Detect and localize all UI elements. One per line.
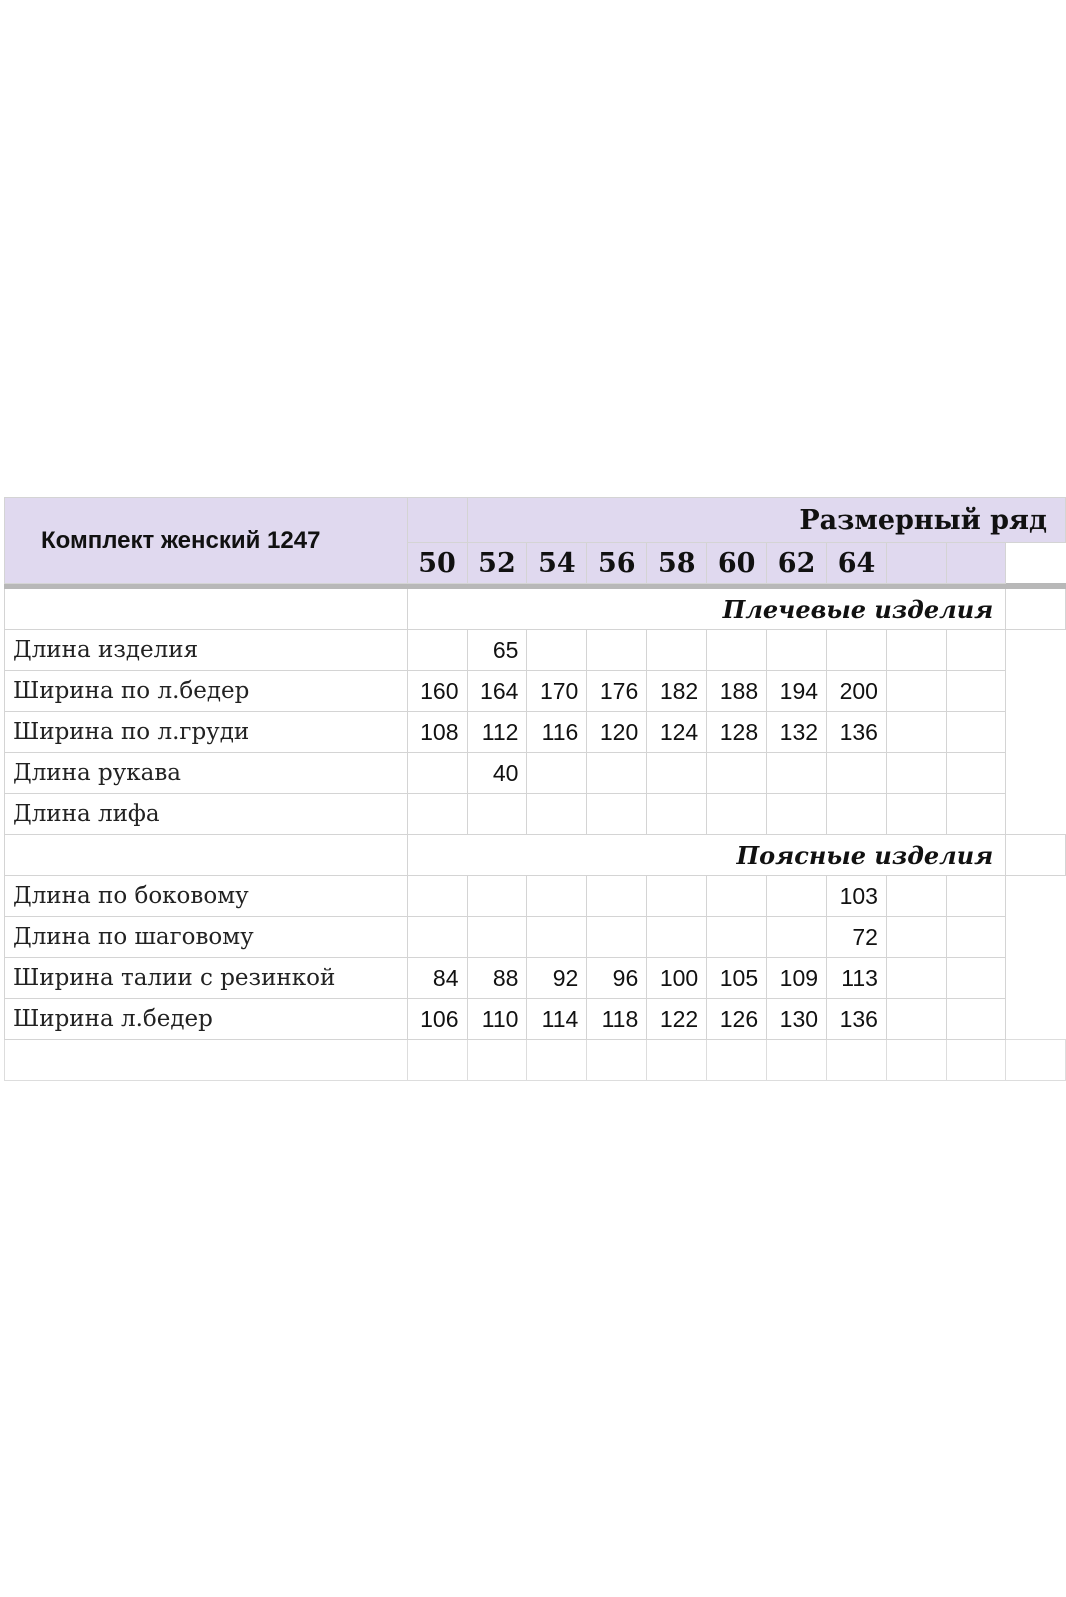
value-cell: 103 (827, 876, 887, 917)
section-row (5, 835, 1066, 876)
value-cell (707, 876, 767, 917)
table-body (5, 498, 1066, 1081)
value-cell: 88 (467, 958, 527, 999)
value-cell (827, 794, 887, 835)
table-row (5, 999, 1066, 1040)
cell (1006, 1040, 1066, 1081)
cell (1006, 589, 1066, 630)
cell (946, 876, 1006, 917)
value-cell: 136 (827, 999, 887, 1040)
value-cell (647, 794, 707, 835)
cell (1006, 835, 1066, 876)
cell (647, 1040, 707, 1081)
section-title: Плечевые изделия (407, 589, 1006, 630)
value-cell: 126 (707, 999, 767, 1040)
cell (886, 712, 946, 753)
cell (946, 958, 1006, 999)
value-cell (827, 630, 887, 671)
value-cell (527, 917, 587, 958)
cell (946, 1040, 1006, 1081)
value-cell: 112 (467, 712, 527, 753)
value-cell: 118 (587, 999, 647, 1040)
table-row (5, 876, 1066, 917)
value-cell: 160 (407, 671, 467, 712)
value-cell: 124 (647, 712, 707, 753)
value-cell (587, 753, 647, 794)
cell (527, 1040, 587, 1081)
size-header-cell: 56 (587, 543, 647, 584)
table-row (5, 794, 1066, 835)
value-cell (587, 917, 647, 958)
value-cell: 164 (467, 671, 527, 712)
row-label: Длина лифа (5, 794, 408, 835)
value-cell (407, 753, 467, 794)
value-cell (767, 630, 827, 671)
cell (946, 630, 1006, 671)
cell (946, 794, 1006, 835)
table-title: Комплект женский 1247 (5, 498, 408, 584)
size-range-label: Размерный ряд (467, 498, 1066, 543)
size-header-cell: 62 (767, 543, 827, 584)
value-cell: 92 (527, 958, 587, 999)
section-title: Поясные изделия (407, 835, 1006, 876)
row-label: Длина по боковому (5, 876, 408, 917)
value-cell (647, 753, 707, 794)
value-cell: 132 (767, 712, 827, 753)
value-cell: 200 (827, 671, 887, 712)
value-cell (827, 753, 887, 794)
cell (827, 1040, 887, 1081)
value-cell: 100 (647, 958, 707, 999)
cell (767, 1040, 827, 1081)
table-row (5, 753, 1066, 794)
value-cell (587, 876, 647, 917)
value-cell (467, 917, 527, 958)
value-cell (407, 917, 467, 958)
size-header-cell: 64 (827, 543, 887, 584)
cell (886, 630, 946, 671)
size-header-cell: 52 (467, 543, 527, 584)
table-row (5, 671, 1066, 712)
value-cell (407, 630, 467, 671)
header-cell (946, 543, 1006, 584)
value-cell (467, 876, 527, 917)
cell (407, 1040, 467, 1081)
value-cell (767, 753, 827, 794)
value-cell: 110 (467, 999, 527, 1040)
row-label: Ширина талии с резинкой (5, 958, 408, 999)
table-row (5, 917, 1066, 958)
section-row (5, 589, 1066, 630)
value-cell: 105 (707, 958, 767, 999)
value-cell: 116 (527, 712, 587, 753)
cell (886, 794, 946, 835)
cell (587, 1040, 647, 1081)
cell (946, 917, 1006, 958)
value-cell: 114 (527, 999, 587, 1040)
value-cell (707, 917, 767, 958)
label-cell (5, 835, 408, 876)
cell (886, 876, 946, 917)
value-cell: 170 (527, 671, 587, 712)
header-cell (407, 498, 467, 543)
value-cell: 113 (827, 958, 887, 999)
value-cell: 176 (587, 671, 647, 712)
header-cell (886, 543, 946, 584)
value-cell: 188 (707, 671, 767, 712)
header-row-1 (5, 498, 1066, 543)
table-row (5, 712, 1066, 753)
cell (946, 671, 1006, 712)
value-cell (707, 753, 767, 794)
value-cell: 65 (467, 630, 527, 671)
value-cell: 96 (587, 958, 647, 999)
cell (886, 753, 946, 794)
row-label: Ширина л.бедер (5, 999, 408, 1040)
value-cell: 120 (587, 712, 647, 753)
value-cell (527, 794, 587, 835)
cell (886, 958, 946, 999)
table-row (5, 958, 1066, 999)
row-label: Ширина по л.бедер (5, 671, 408, 712)
value-cell: 128 (707, 712, 767, 753)
row-label: Длина по шаговому (5, 917, 408, 958)
value-cell: 130 (767, 999, 827, 1040)
row-label: Длина рукава (5, 753, 408, 794)
value-cell (527, 753, 587, 794)
row-label: Длина изделия (5, 630, 408, 671)
size-header-cell: 54 (527, 543, 587, 584)
size-chart-table (4, 497, 1066, 1081)
cell (467, 1040, 527, 1081)
value-cell: 84 (407, 958, 467, 999)
cell (946, 712, 1006, 753)
value-cell (587, 630, 647, 671)
row-label: Ширина по л.груди (5, 712, 408, 753)
value-cell (527, 630, 587, 671)
value-cell: 109 (767, 958, 827, 999)
cell (886, 999, 946, 1040)
value-cell (767, 917, 827, 958)
value-cell (587, 794, 647, 835)
value-cell: 194 (767, 671, 827, 712)
value-cell (467, 794, 527, 835)
value-cell (707, 630, 767, 671)
size-header-cell: 50 (407, 543, 467, 584)
value-cell: 182 (647, 671, 707, 712)
table-row (5, 630, 1066, 671)
cell (946, 753, 1006, 794)
value-cell: 136 (827, 712, 887, 753)
value-cell (647, 876, 707, 917)
value-cell (407, 876, 467, 917)
value-cell (767, 876, 827, 917)
empty-row (5, 1040, 1066, 1081)
cell (946, 999, 1006, 1040)
cell (886, 917, 946, 958)
value-cell (767, 794, 827, 835)
cell (5, 1040, 408, 1081)
value-cell (407, 794, 467, 835)
value-cell: 72 (827, 917, 887, 958)
value-cell (647, 917, 707, 958)
value-cell: 122 (647, 999, 707, 1040)
value-cell (527, 876, 587, 917)
label-cell (5, 589, 408, 630)
cell (886, 1040, 946, 1081)
value-cell (707, 794, 767, 835)
value-cell (647, 630, 707, 671)
size-chart-sheet (0, 497, 1066, 1097)
size-header-cell: 60 (707, 543, 767, 584)
cell (707, 1040, 767, 1081)
size-header-cell: 58 (647, 543, 707, 584)
value-cell: 108 (407, 712, 467, 753)
cell (886, 671, 946, 712)
value-cell: 40 (467, 753, 527, 794)
value-cell: 106 (407, 999, 467, 1040)
